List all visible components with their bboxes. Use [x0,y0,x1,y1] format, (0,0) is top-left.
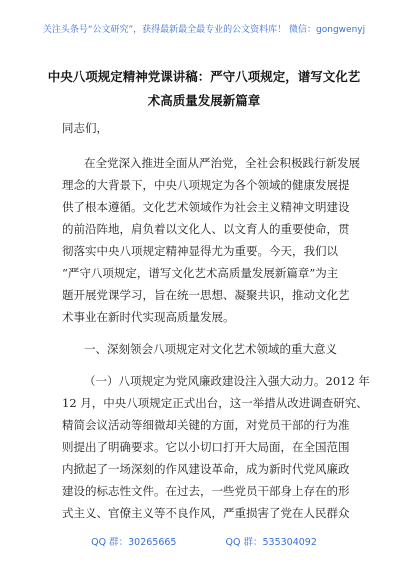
footer-qq-group-2: QQ 群：535304092 [225,537,317,548]
paragraph-line: 彻落实中央八项规定精神显得尤为重要。今天，我们以 [62,244,338,258]
document-title-line-2: 术高质量发展新篇章 [147,93,261,108]
paragraph-line: 供了根本遵循。文化艺术领域作为社会主义精神文明建设 [62,200,350,214]
paragraph-line: 理念的大背景下，中央八项规定为各个领域的健康发展提 [62,178,350,192]
paragraph-line: （一）八项规定为党风廉政建设注入强大动力。2012 年 [84,374,370,388]
paragraph-line: 则提出了明确要求。它以小切口打开大局面，在全国范围 [62,440,350,454]
paragraph-line: 12 月，中央八项规定正式出台，这一举措从改进调查研究、 [62,396,368,410]
greeting: 同志们， [62,121,108,135]
paragraph-line: 精简会议活动等细微却关键的方面，对党员干部的行为准 [62,418,350,432]
paragraph-line: “严守八项规定，谱写文化艺术高质量发展新篇章”为主 [62,266,339,280]
footer-qq-group-1: QQ 群：30265665 [91,537,177,548]
header-banner: 关注头条号“公文研究”，获得最新最全最专业的公文资料库！ 微信：gongwenyj [42,25,366,35]
paragraph-line: 在全党深入推进全面从严治党，全社会积极践行新发展 [84,156,360,170]
paragraph-line: 式主义、官僚主义等不良作风，严重损害了党在人民群众 [62,506,350,520]
paragraph-line: 的前沿阵地，肩负着以文化人、以文育人的重要使命，贯 [62,222,350,236]
document-title-line-1: 中央八项规定精神党课讲稿：严守八项规定，谱写文化艺 [47,69,361,84]
paragraph-line: 题开展党课学习，旨在统一思想、凝聚共识，推动文化艺 [62,288,350,302]
paragraph-line: 内掀起了一场深刻的作风建设革命，成为新时代党风廉政 [62,462,350,476]
paragraph-line: 术事业在新时代实现高质量发展。 [62,310,235,324]
paragraph-line: 建设的标志性文件。在过去，一些党员干部身上存在的形 [62,484,350,498]
section-heading: 一、深刻领会八项规定对文化艺术领域的重大意义 [84,342,337,356]
footer-contacts [0,534,408,548]
